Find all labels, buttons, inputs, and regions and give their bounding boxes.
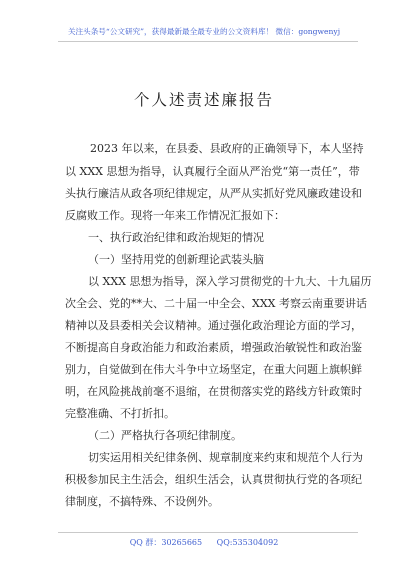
body-line: 不断提高自身政治能力和政治素质，增强政治敏锐性和政治鉴 <box>65 341 362 354</box>
footer-divider <box>58 532 358 533</box>
section-heading: 一、执行政治纪律和政治规矩的情况 <box>88 231 264 244</box>
body-line: 以 XXX 思想为指导，深入学习贯彻党的十九大、十九届历 <box>88 275 372 288</box>
header-promo-text: 关注头条号“公文研究”，获得最新最全最专业的公文资料库！ 微信：gongwenyj <box>67 27 341 36</box>
body-line: 律制度，不搞特殊、不设例外。 <box>65 495 219 508</box>
body-line: 2023 年以来，在县委、县政府的正确领导下，本人坚持 <box>90 142 364 155</box>
body-line: 反腐败工作。现将一年来工作情况汇报如下： <box>65 209 285 222</box>
body-line: 次全会、党的**大、二十届一中全会、XXX 考察云南重要讲话 <box>65 297 367 310</box>
body-line: 别力，自觉做到在伟大斗争中立场坚定，在重大问题上旗帜鲜 <box>65 363 362 376</box>
footer-qq: QQ:535304092 <box>216 538 279 547</box>
body-line: 切实运用相关纪律条例、规章制度来约束和规范个人行为 <box>88 451 363 464</box>
subsection-heading: （一）坚持用党的创新理论武装头脑 <box>88 253 264 266</box>
header-divider <box>58 41 358 42</box>
body-line: 完整准确、不打折扣。 <box>65 407 175 420</box>
document-title: 个人述责述廉报告 <box>133 91 274 109</box>
footer-qq-group: QQ 群：30265665 <box>129 538 203 547</box>
footer-contact <box>0 537 408 548</box>
subsection-heading: （二）严格执行各项纪律制度。 <box>88 429 242 442</box>
body-line: 积极参加民主生活会，组织生活会，认真贯彻执行党的各项纪 <box>65 473 362 486</box>
body-line: 头执行廉洁从政各项纪律规定，从严从实抓好党风廉政建设和 <box>65 187 362 200</box>
body-line: 精神以及县委相关会议精神。通过强化政治理论方面的学习， <box>65 319 362 332</box>
body-line: 明，在风险挑战前毫不退缩，在贯彻落实党的路线方针政策时 <box>65 385 362 398</box>
body-line: 以 XXX 思想为指导，认真履行全面从严治党“第一责任”，带 <box>65 165 360 178</box>
